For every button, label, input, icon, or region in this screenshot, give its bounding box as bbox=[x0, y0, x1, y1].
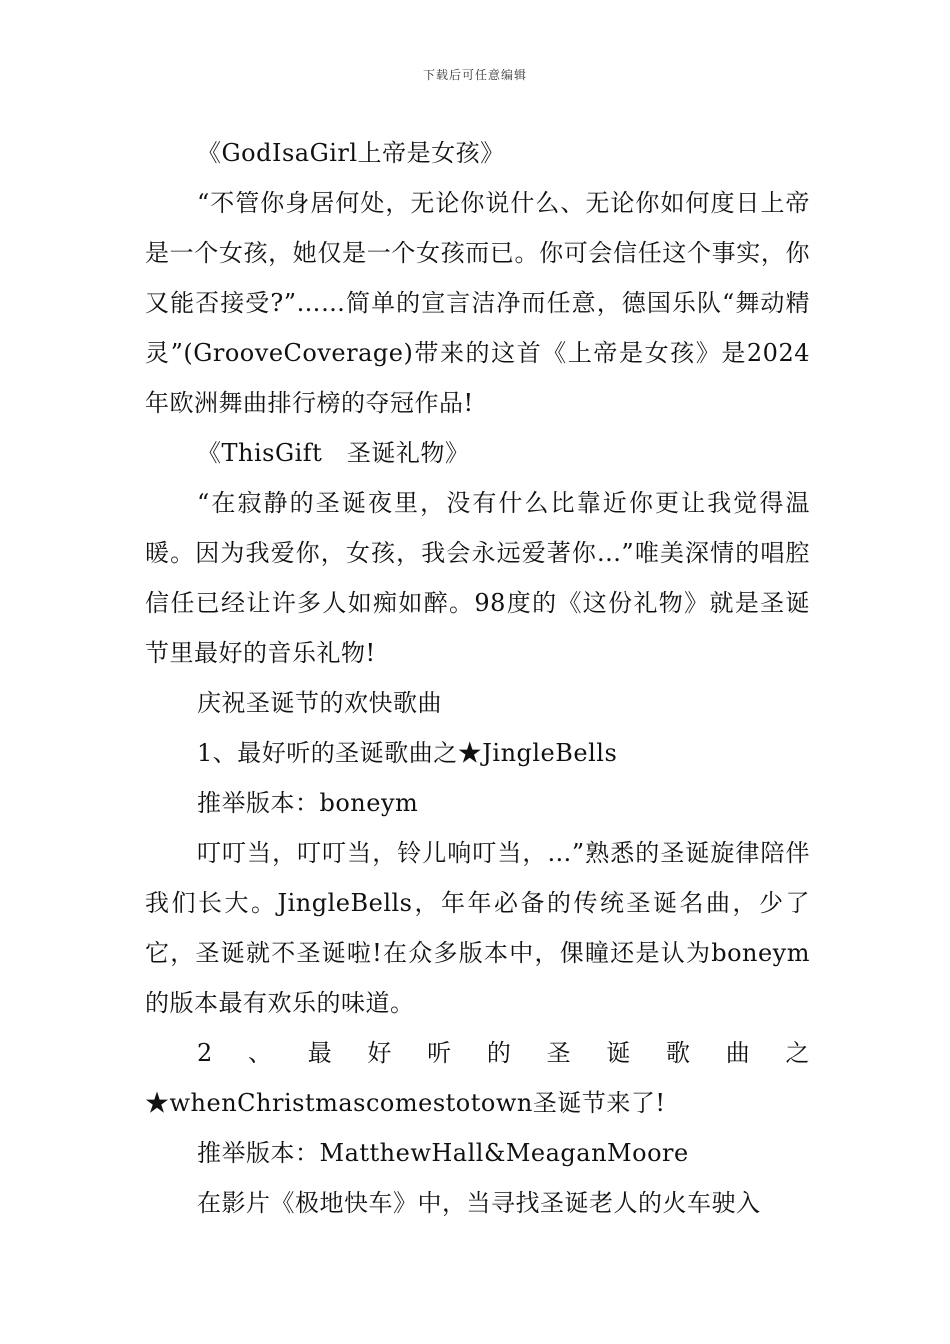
paragraph-polar-express: 在影片《极地快车》中，当寻找圣诞老人的火车驶入 bbox=[197, 1189, 761, 1217]
paragraph-jingle-bells: 叮叮当，叮叮当，铃儿响叮当，…”熟悉的圣诞旋律陪伴我们长大。JingleBells，年年必备的传统圣诞名曲，少了它，圣诞就不圣诞啦!在众多版本中，倮瞳还是认为boneym的版本最有欢乐的味道。 bbox=[145, 839, 810, 1017]
list-item-jingle-bells: 1、最好听的圣诞歌曲之★JingleBells bbox=[197, 739, 618, 767]
list-item-christmas-comes: 2、最好听的圣诞歌曲之★whenChristmascomestotown圣诞节来了! bbox=[145, 1039, 810, 1117]
section-heading: 庆祝圣诞节的欢快歌曲 bbox=[197, 689, 442, 717]
document-body bbox=[145, 128, 810, 1228]
paragraph-this-gift: “在寂静的圣诞夜里，没有什么比靠近你更让我觉得温暖。因为我爱你，女孩，我会永远爱著你...”唯美深情的唱腔信任已经让许多人如痴如醉。98度的《这份礼物》就是圣诞节里最好的音乐礼物! bbox=[145, 489, 810, 667]
song-title-god-is-a-girl: 《GodIsaGirl上帝是女孩》 bbox=[197, 139, 505, 167]
page-header: 下载后可任意编辑 bbox=[422, 68, 527, 82]
song-title-this-gift: 《ThisGift 圣诞礼物》 bbox=[197, 439, 470, 467]
paragraph-god-is-a-girl: “不管你身居何处，无论你说什么、无论你如何度日上帝是一个女孩，她仅是一个女孩而已。你可会信任这个事实，你又能否接受?”……简单的宣言洁净而任意，德国乐队“舞动精灵”(GrooveCoverage)带来的这首《上帝是女孩》是2024年欧洲舞曲排行榜的夺冠作品! bbox=[145, 189, 810, 417]
recommended-version-1: 推举版本：boneym bbox=[197, 789, 419, 817]
recommended-version-2: 推举版本：MatthewHall&MeaganMoore bbox=[197, 1139, 689, 1167]
